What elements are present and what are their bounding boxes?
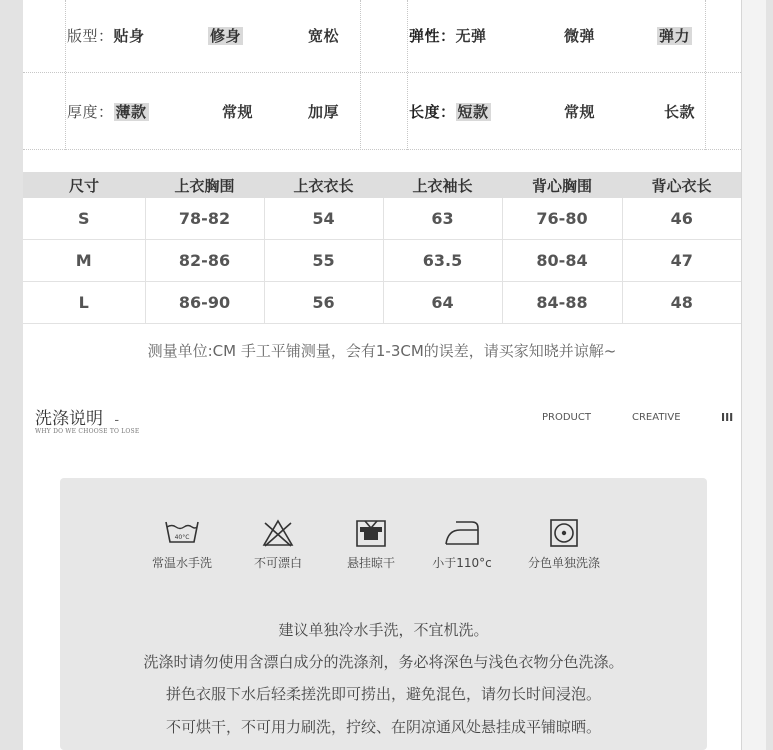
grid-divider xyxy=(23,149,741,150)
table-cell: 63.5 xyxy=(383,240,502,282)
table-cell: 84-88 xyxy=(502,282,622,324)
menu-bars-icon[interactable]: III xyxy=(721,411,734,424)
length-label: 长度： xyxy=(409,103,456,121)
wash-title-text: 洗涤说明 xyxy=(35,409,103,429)
elasticity-option-stretch xyxy=(657,25,692,46)
table-cell: L xyxy=(23,282,145,324)
table-cell: 56 xyxy=(264,282,383,324)
wash-section-subtitle: WHY DO WE CHOOSE TO LOSE xyxy=(35,428,140,435)
care-item-hang-dry xyxy=(326,518,416,571)
selected-highlight: 弹力 xyxy=(659,27,691,45)
no-bleach-icon xyxy=(258,518,298,548)
table-cell: 48 xyxy=(622,282,741,324)
wash-section-title xyxy=(35,404,119,429)
table-cell: S xyxy=(23,198,145,240)
measurement-note: 测量单位:CM 手工平铺测量，会有1-3CM的误差，请买家知晓并谅解~ xyxy=(147,342,617,360)
table-cell: 78-82 xyxy=(145,198,264,240)
wash-instruction-line: 不可烘干，不可用力刷洗，拧绞、在阴凉通风处悬挂成平铺晾晒。 xyxy=(165,718,601,736)
table-cell: 80-84 xyxy=(502,240,622,282)
nav-link-product[interactable]: PRODUCT xyxy=(542,412,591,423)
table-cell: 63 xyxy=(383,198,502,240)
wash-instruction-line: 拼色衣服下水后轻柔搓洗即可捞出，避免混色，请勿长时间浸泡。 xyxy=(165,685,601,703)
hang-dry-icon xyxy=(351,518,391,548)
header-sleeve-length: 上衣袖长 xyxy=(383,172,502,198)
care-label: 常温水手洗 xyxy=(151,556,212,570)
selected-highlight: 薄款 xyxy=(115,103,147,121)
separate-wash-icon xyxy=(544,518,584,548)
fit-attribute xyxy=(67,25,145,46)
thickness-option-regular: 常规 xyxy=(222,103,254,121)
header-size: 尺寸 xyxy=(23,172,145,198)
table-cell: 86-90 xyxy=(145,282,264,324)
temp-text: 40°C xyxy=(174,534,190,541)
care-label: 悬挂晾干 xyxy=(346,556,395,570)
elasticity-option-none: 无弹 xyxy=(455,27,487,45)
table-row xyxy=(23,282,741,324)
care-label: 小于110°c xyxy=(432,556,492,570)
header-top-bust: 上衣胸围 xyxy=(145,172,264,198)
header-vest-length: 背心衣长 xyxy=(622,172,741,198)
fit-option-loose: 宽松 xyxy=(308,27,340,45)
elasticity-option-slight: 微弹 xyxy=(564,27,596,45)
wash-instruction-line: 建议单独冷水手洗，不宜机洗。 xyxy=(278,621,489,639)
length-attribute xyxy=(409,101,491,122)
hand-wash-icon xyxy=(162,518,202,548)
title-dash: - xyxy=(114,413,120,428)
grid-divider xyxy=(23,72,741,73)
attribute-grid xyxy=(23,0,741,150)
grid-divider xyxy=(65,0,66,150)
elasticity-attribute xyxy=(409,25,487,46)
table-cell: 82-86 xyxy=(145,240,264,282)
grid-divider xyxy=(360,0,361,150)
length-option-long: 长款 xyxy=(664,103,696,121)
product-detail-page xyxy=(23,0,741,750)
care-item-iron xyxy=(417,518,507,571)
wash-instructions-card xyxy=(60,478,707,750)
table-cell: 47 xyxy=(622,240,741,282)
care-item-hand-wash xyxy=(137,518,227,571)
selected-highlight: 短款 xyxy=(457,103,489,121)
care-label: 分色单独洗涤 xyxy=(527,556,600,570)
selected-highlight: 修身 xyxy=(210,27,242,45)
iron-icon xyxy=(442,518,482,548)
thickness-option-thick: 加厚 xyxy=(308,103,340,121)
table-cell: 46 xyxy=(622,198,741,240)
length-option-regular: 常规 xyxy=(564,103,596,121)
fit-label: 版型： xyxy=(67,27,114,45)
table-cell: 76-80 xyxy=(502,198,622,240)
care-item-no-bleach xyxy=(233,518,323,571)
fit-option-slim xyxy=(208,25,243,46)
table-header-row xyxy=(23,172,741,198)
wash-instruction-line: 洗涤时请勿使用含漂白成分的洗涤剂，务必将深色与浅色衣物分色洗涤。 xyxy=(143,653,624,671)
table-cell: 55 xyxy=(264,240,383,282)
grid-divider xyxy=(705,0,706,150)
header-vest-bust: 背心胸围 xyxy=(502,172,622,198)
table-row xyxy=(23,240,741,282)
thickness-attribute xyxy=(67,101,149,122)
care-item-separate-wash xyxy=(514,518,614,571)
care-label: 不可漂白 xyxy=(253,556,302,570)
fit-option-tight: 贴身 xyxy=(113,27,145,45)
grid-divider xyxy=(407,0,408,150)
table-cell: M xyxy=(23,240,145,282)
table-row xyxy=(23,198,741,240)
size-chart-table xyxy=(23,172,741,324)
table-cell: 64 xyxy=(383,282,502,324)
nav-link-creative[interactable]: CREATIVE xyxy=(632,412,681,423)
elasticity-label: 弹性： xyxy=(409,27,456,45)
thickness-label: 厚度： xyxy=(67,103,114,121)
table-cell: 54 xyxy=(264,198,383,240)
scrollbar-track[interactable] xyxy=(741,0,766,750)
header-top-length: 上衣衣长 xyxy=(264,172,383,198)
